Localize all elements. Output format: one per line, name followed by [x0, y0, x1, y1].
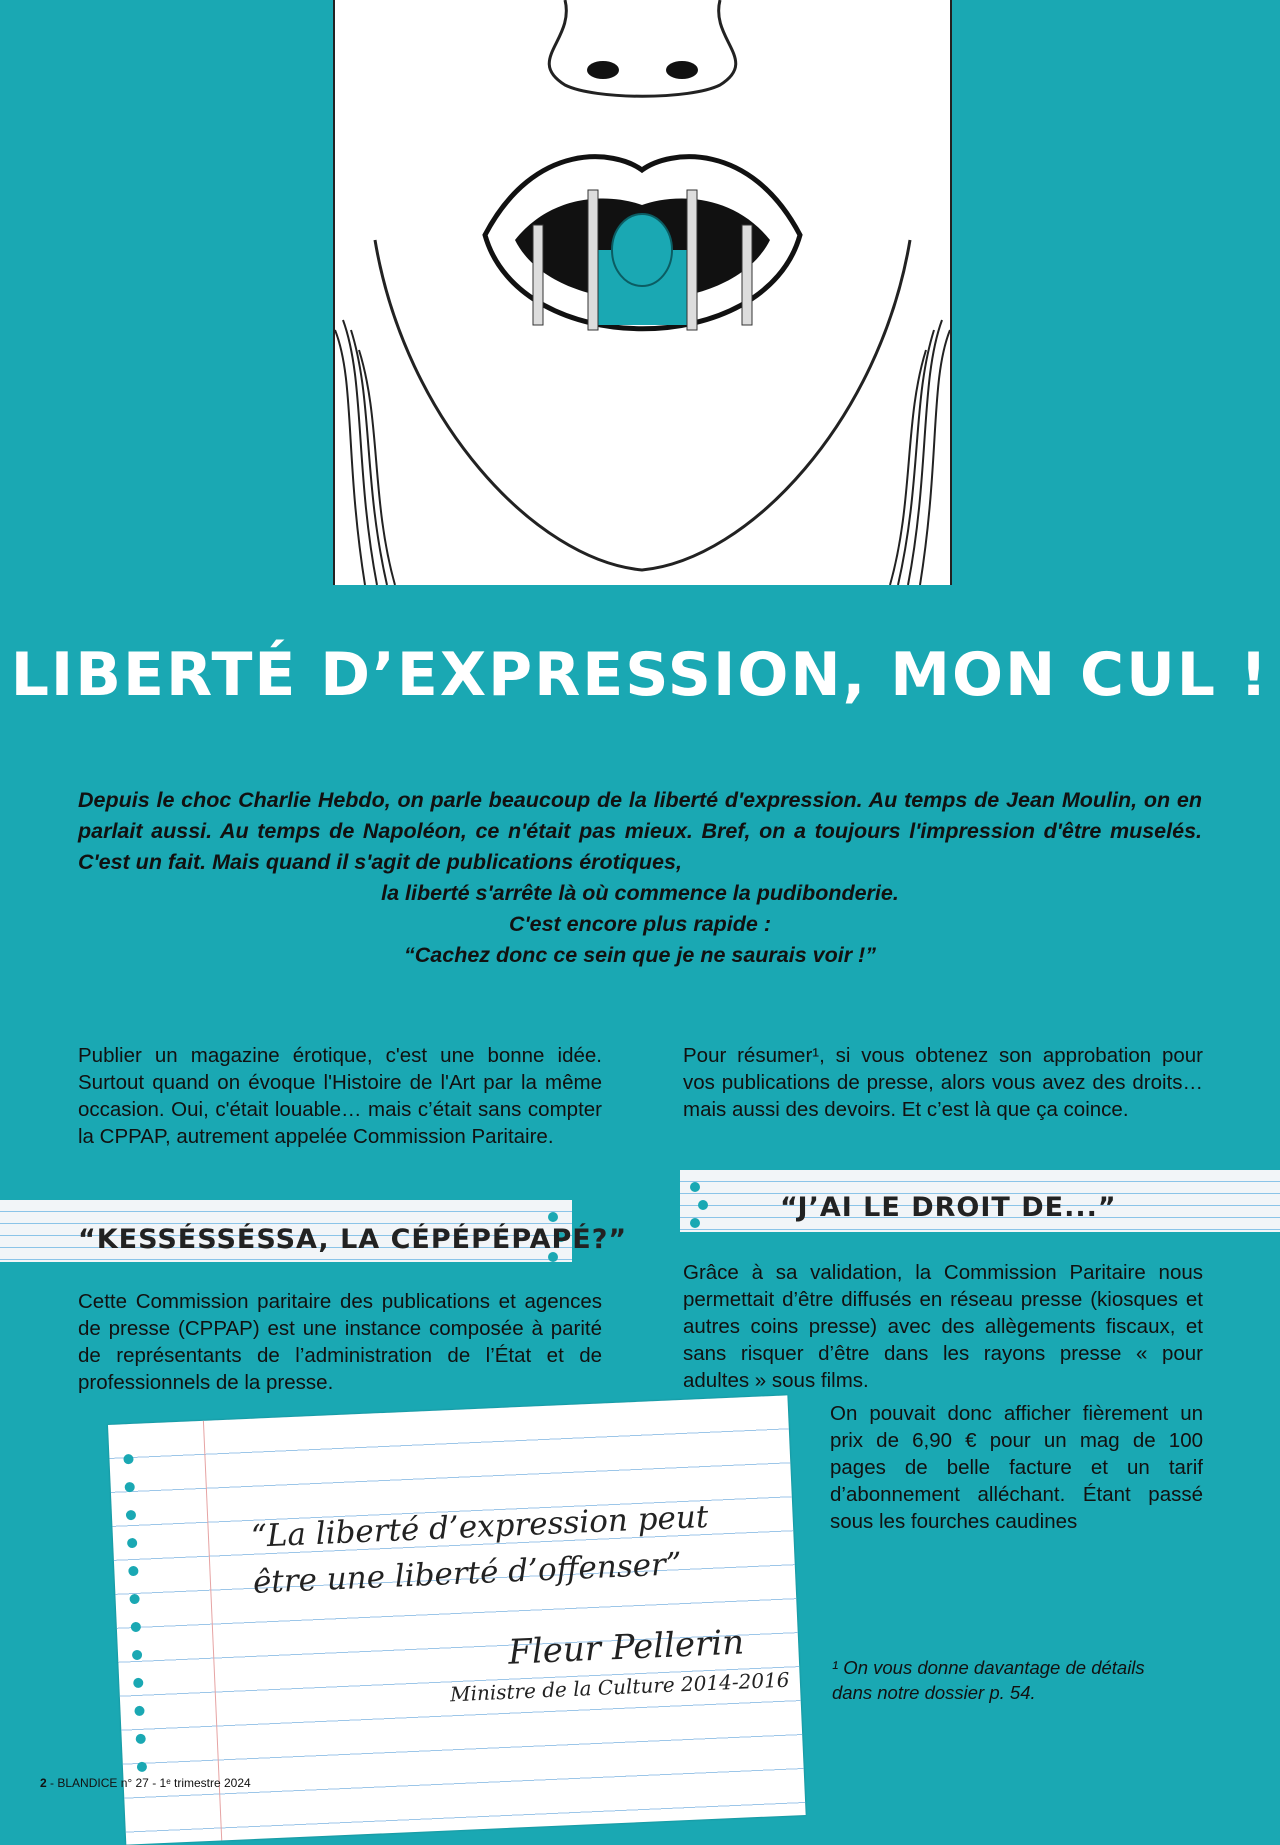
- cover-illustration: [333, 0, 952, 585]
- page-number: 2: [40, 1776, 47, 1790]
- page-footer: [40, 1776, 251, 1790]
- right-column-heading: “J’AI LE DROIT DE...”: [780, 1192, 1117, 1223]
- note-binding-holes: [108, 1395, 787, 1425]
- footnote: ¹ On vous donne davantage de détails dans notre dossier p. 54.: [832, 1657, 1145, 1703]
- left-column-heading: “KESSÉSSÉSSA, LA CÉPÉPÉPAPÉ?”: [78, 1224, 628, 1255]
- quote-author: Fleur Pellerin: [507, 1622, 745, 1673]
- left-column-para-1: Publier un magazine érotique, c'est une bonne idée. Surtout quand on évoque l'Histoire de l'Art par la même occasion. Oui, c'était louable… mais c’était sans compter la CPPAP, autrement appelée Commission Paritaire.: [78, 1044, 602, 1148]
- right-column-para-1: Pour résumer¹, si vous obtenez son approbation pour vos publications de presse, alors vous avez des droits… mais aussi des devoirs. Et c’est là que ça coince.: [683, 1044, 1203, 1121]
- right-column-para-3: On pouvait donc afficher fièrement un prix de 6,90 € pour un mag de 100 pages de belle facture et un tarif d’abonnement alléchant. Étant passé sous les fourches caudines: [830, 1402, 1203, 1533]
- quote-text: “La liberté d’expression peut être une liberté d’offenser”: [250, 1498, 710, 1601]
- article-title: LIBERTÉ D’EXPRESSION, MON CUL !: [10, 640, 1270, 710]
- right-column-para-2: Grâce à sa validation, la Commission Paritaire nous permettait d’être diffusés en réseau presse (kiosques et autres coins presse) avec des allègements fiscaux, et sans risquer d’être dans les rayons presse « pour adultes » sous films.: [683, 1261, 1203, 1392]
- quote-author-role: Ministre de la Culture 2014-2016: [449, 1667, 790, 1707]
- left-column-para-2: Cette Commission paritaire des publications et agences de presse (CPPAP) est une instance composée à parité de représentants de l’administration de l’État et de professionnels de la presse.: [78, 1290, 602, 1394]
- intro-line-3: “Cachez donc ce sein que je ne saurais voir !”: [404, 943, 876, 967]
- intro-paragraph: [78, 785, 1202, 971]
- intro-line-center: la liberté s'arrête là où commence la pudibonderie.: [381, 881, 899, 905]
- intro-text: Depuis le choc Charlie Hebdo, on parle beaucoup de la liberté d'expression. Au temps de Jean Moulin, on en parlait aussi. Au temps de Napoléon, ce n'était pas mieux. Bref, on a toujours l'impression d'être muselés. C'est un fait. Mais quand il s'agit de publications érotiques,: [78, 788, 1202, 874]
- face-mouth-bars-illustration: [335, 0, 950, 585]
- footer-text: - BLANDICE n° 27 - 1ᵉ trimestre 2024: [46, 1776, 251, 1790]
- intro-line-2: C'est encore plus rapide :: [509, 912, 771, 936]
